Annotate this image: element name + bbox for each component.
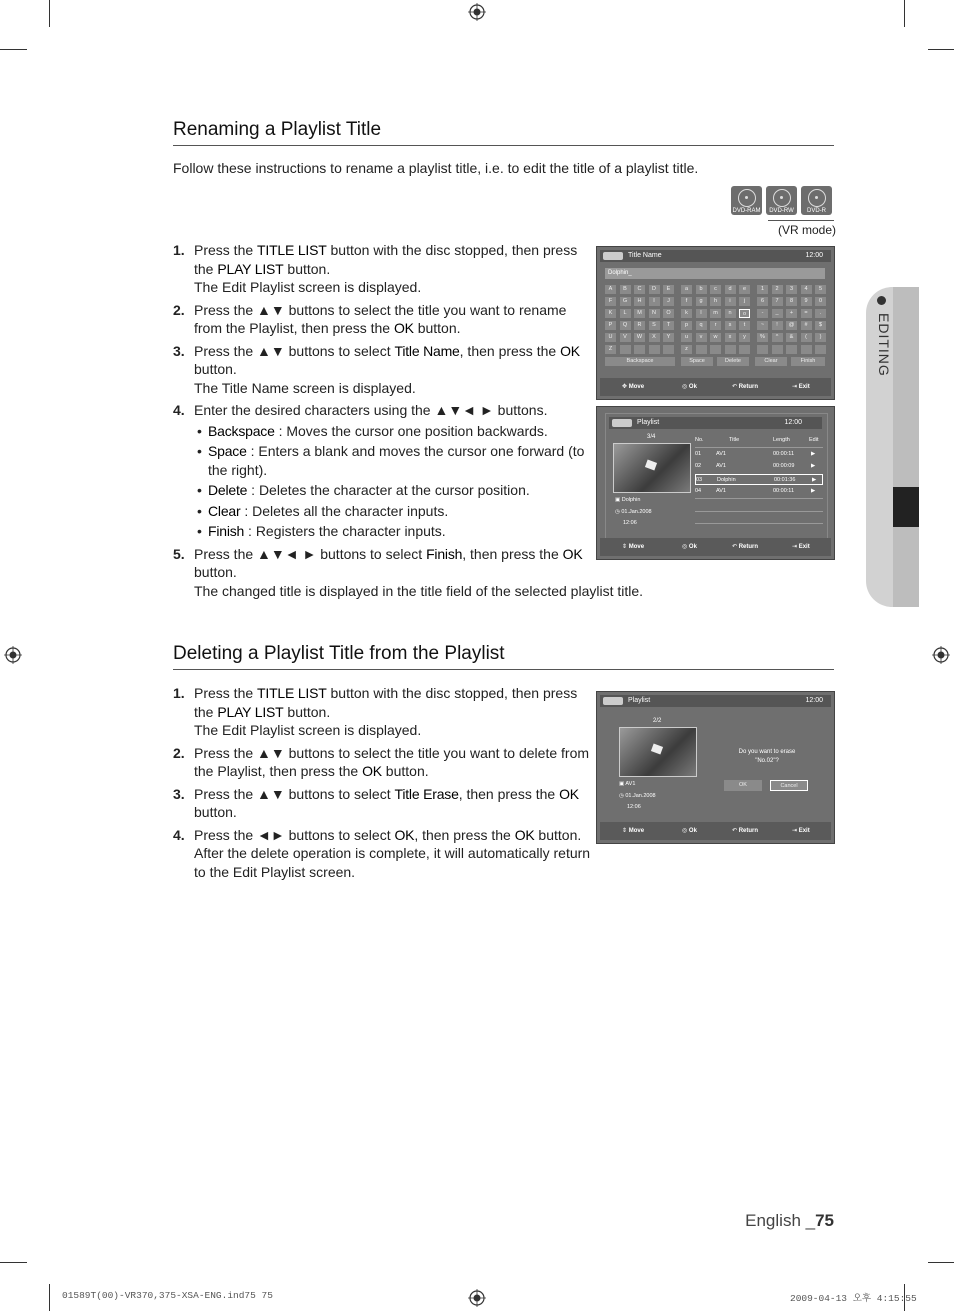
registration-mark-icon [468, 3, 486, 21]
counter: 3/4 [647, 434, 656, 440]
page-number: English _75 [745, 1211, 834, 1230]
char-key[interactable] [757, 345, 768, 354]
char-key[interactable]: _ [772, 309, 783, 318]
char-key[interactable]: ~ [757, 321, 768, 330]
char-key[interactable] [786, 345, 797, 354]
crop-mark [904, 0, 905, 27]
question-line: "No.02"? [755, 758, 779, 764]
char-key[interactable]: c [710, 285, 721, 294]
char-key[interactable] [801, 345, 812, 354]
char-key[interactable]: 8 [786, 297, 797, 306]
char-key[interactable] [620, 345, 631, 354]
char-key[interactable]: H [634, 297, 645, 306]
question-line: Do you want to erase [738, 749, 796, 755]
char-key[interactable]: Y [663, 333, 674, 342]
delete-steps [173, 684, 591, 885]
char-key[interactable]: d [725, 285, 736, 294]
char-key[interactable]: j [739, 297, 750, 306]
return-hint: ↶ Return [732, 828, 759, 834]
char-key[interactable]: & [786, 333, 797, 342]
title-name-field: Dolphin_ [605, 268, 825, 279]
crop-mark [928, 49, 954, 50]
char-key[interactable]: ) [815, 333, 826, 342]
char-key[interactable]: p [681, 321, 692, 330]
delete-key[interactable]: Delete [717, 357, 749, 366]
step-5: 5. Press the ▲▼◄ ► buttons to select Finish, then press the OK button. The changed title is displayed in the title field of the selected playlist title. [173, 545, 644, 599]
screen-title-bar [600, 695, 831, 707]
char-key[interactable]: K [605, 309, 616, 318]
char-key[interactable]: % [757, 333, 768, 342]
ok-button[interactable]: OK [724, 780, 762, 791]
counter: 2/2 [653, 718, 662, 724]
disc-label: DVD-R [807, 208, 826, 214]
section-title-delete: Deleting a Playlist Title from the Playlist [173, 643, 505, 664]
char-key[interactable] [649, 345, 660, 354]
dvd-ram-icon [603, 697, 623, 705]
char-key[interactable]: x [725, 333, 736, 342]
char-key[interactable]: 1 [757, 285, 768, 294]
thumb-time: 12:06 [623, 520, 637, 526]
screen-time: 12:00 [805, 252, 823, 259]
exit-hint: ⇥ Exit [792, 544, 810, 550]
char-key[interactable]: 7 [772, 297, 783, 306]
col-title: Title [729, 437, 740, 443]
char-key[interactable]: h [710, 297, 721, 306]
char-key[interactable]: F [605, 297, 616, 306]
char-key[interactable]: 5 [815, 285, 826, 294]
char-key[interactable]: g [696, 297, 707, 306]
char-key[interactable]: y [739, 333, 750, 342]
char-key[interactable]: w [710, 333, 721, 342]
disc-badges [731, 186, 832, 215]
col-length: Length [773, 437, 790, 443]
char-key[interactable]: S [649, 321, 660, 330]
dvd-r-icon [801, 186, 832, 215]
char-key[interactable]: z [681, 345, 692, 354]
char-key[interactable]: . [815, 309, 826, 318]
char-key[interactable]: P [605, 321, 616, 330]
chapter-side-tab [866, 287, 919, 607]
char-key[interactable]: # [801, 321, 812, 330]
screen-time: 12:00 [805, 697, 823, 704]
table-row[interactable]: 02 AV1 00:00:09 ▶ [695, 463, 816, 469]
char-key[interactable]: ! [772, 321, 783, 330]
exit-hint: ⇥ Exit [792, 828, 810, 834]
step-2: 2. Press the ▲▼ buttons to select the title you want to delete from the Playlist, then press the OK button. [173, 744, 590, 779]
char-key[interactable] [663, 345, 674, 354]
backspace-key[interactable]: Backspace [605, 357, 675, 366]
char-key[interactable]: A [605, 285, 616, 294]
dvd-ram-icon [612, 419, 632, 427]
char-key[interactable]: 3 [786, 285, 797, 294]
ok-hint: ◎ Ok [682, 544, 697, 550]
move-hint: ✥ Move [622, 384, 645, 390]
registration-mark-icon [468, 1289, 486, 1307]
crop-mark [49, 0, 50, 27]
playlist-screen [596, 406, 835, 560]
section-rule [173, 669, 834, 670]
char-key[interactable]: e [739, 285, 750, 294]
char-key[interactable] [696, 345, 707, 354]
char-key[interactable]: n [725, 309, 736, 318]
char-key[interactable]: i [725, 297, 736, 306]
char-key[interactable]: l [696, 309, 707, 318]
step-3: 3. Press the ▲▼ buttons to select Title Name, then press the OK button. The Title Name screen is displayed. [173, 342, 580, 396]
screen-title: Playlist [637, 419, 660, 426]
char-key[interactable]: t [739, 321, 750, 330]
char-key[interactable]: ( [801, 333, 812, 342]
thumb-date: ◷ 01.Jan.2008 [619, 793, 656, 799]
row-rule [695, 511, 823, 512]
char-key[interactable] [739, 345, 750, 354]
row-rule [695, 498, 823, 499]
title-name-screen [596, 246, 835, 400]
char-key[interactable]: O [663, 309, 674, 318]
thumb-date: ◷ 01.Jan.2008 [615, 509, 652, 515]
table-row[interactable]: 04 AV1 00:00:11 ▶ [695, 488, 816, 494]
col-edit: Edit [809, 437, 819, 443]
clear-key[interactable]: Clear [755, 357, 787, 366]
dvd-ram-icon [731, 186, 762, 215]
bullet-icon [877, 296, 886, 305]
screen-time: 12:00 [784, 419, 802, 426]
disc-label: DVD-RAM [732, 208, 761, 214]
char-key[interactable]: N [649, 309, 660, 318]
char-key[interactable] [815, 345, 826, 354]
screen-title-bar [609, 417, 822, 429]
screen-title-bar [600, 250, 831, 262]
step-4: 4. Press the ◄► buttons to select OK, then press the OK button. After the delete operation is complete, it will automatically return to the Edit Playlist screen. [173, 826, 591, 880]
table-row[interactable]: 01 AV1 00:00:11 ▶ [695, 451, 816, 457]
char-key[interactable]: q [696, 321, 707, 330]
char-key[interactable] [772, 345, 783, 354]
char-key[interactable]: v [696, 333, 707, 342]
crop-mark [0, 1262, 27, 1263]
char-key[interactable]: m [710, 309, 721, 318]
disc-label: DVD-RW [769, 208, 794, 214]
step-1: 1. Press the TITLE LIST button with the disc stopped, then press the PLAY LIST button. The Edit Playlist screen is displayed. [173, 242, 578, 295]
registration-mark-icon [4, 646, 22, 664]
char-key[interactable]: a [681, 285, 692, 294]
char-key[interactable]: - [757, 309, 768, 318]
char-key[interactable]: = [801, 309, 812, 318]
print-footer-right: 2009-04-13 오후 4:15:55 [790, 1293, 917, 1304]
char-key[interactable]: u [681, 333, 692, 342]
finish-key[interactable]: Finish [791, 357, 825, 366]
thumbnail-image [613, 443, 691, 493]
crop-mark [0, 49, 27, 50]
col-no: No. [695, 437, 704, 443]
thumb-time: 12:06 [627, 804, 641, 810]
row-rule [695, 523, 823, 524]
return-hint: ↶ Return [732, 544, 759, 550]
char-key[interactable]: f [681, 297, 692, 306]
move-hint: ⇕ Move [622, 544, 645, 550]
space-key[interactable]: Space [681, 357, 713, 366]
erase-question [717, 748, 817, 766]
char-key[interactable]: B [620, 285, 631, 294]
char-key[interactable]: o [739, 309, 750, 318]
thumb-title: ▣ AV1 [619, 781, 636, 787]
screen-footer [600, 822, 831, 840]
char-key[interactable]: s [725, 321, 736, 330]
exit-hint: ⇥ Exit [792, 384, 810, 390]
char-key[interactable]: I [649, 297, 660, 306]
char-key[interactable]: $ [815, 321, 826, 330]
char-key[interactable]: G [620, 297, 631, 306]
char-key[interactable]: ^ [772, 333, 783, 342]
char-key[interactable]: E [663, 285, 674, 294]
registration-mark-icon [932, 646, 950, 664]
crop-mark [49, 1284, 50, 1311]
cancel-button[interactable]: Cancel [770, 780, 808, 791]
screen-title: Playlist [628, 697, 651, 704]
tab-shade [893, 287, 919, 607]
chapter-label: EDITING [876, 313, 892, 377]
char-key[interactable]: J [663, 297, 674, 306]
screen-title: Title Name [628, 252, 662, 259]
move-hint: ⇕ Move [622, 828, 645, 834]
erase-confirm-screen [596, 691, 835, 844]
char-key[interactable]: L [620, 309, 631, 318]
char-key[interactable]: 4 [801, 285, 812, 294]
char-key[interactable]: W [634, 333, 645, 342]
char-key[interactable]: Q [620, 321, 631, 330]
screen-footer [600, 378, 831, 396]
section-rule [173, 145, 834, 146]
char-key[interactable]: 2 [772, 285, 783, 294]
vr-mode-label: (VR mode) [778, 223, 837, 237]
screen-footer [600, 538, 831, 556]
char-key[interactable]: k [681, 309, 692, 318]
thumbnail-image [619, 727, 697, 777]
step-1: 1. Press the TITLE LIST button with the disc stopped, then press the PLAY LIST button. The Edit Playlist screen is displayed. [173, 685, 578, 738]
ok-hint: ◎ Ok [682, 828, 697, 834]
ok-hint: ◎ Ok [682, 384, 697, 390]
char-key[interactable]: X [649, 333, 660, 342]
char-key[interactable]: Z [605, 345, 616, 354]
dvd-ram-icon [603, 252, 623, 260]
step-3: 3. Press the ▲▼ buttons to select Title Erase, then press the OK button. [173, 785, 579, 820]
char-key[interactable]: D [649, 285, 660, 294]
char-key[interactable] [634, 345, 645, 354]
char-key[interactable]: T [663, 321, 674, 330]
char-key[interactable]: b [696, 285, 707, 294]
char-key[interactable]: @ [786, 321, 797, 330]
char-key[interactable]: R [634, 321, 645, 330]
char-key[interactable]: V [620, 333, 631, 342]
thumb-title: ▣ Dolphin [615, 497, 641, 503]
char-key[interactable]: r [710, 321, 721, 330]
tab-marker [893, 487, 919, 527]
char-key[interactable] [725, 345, 736, 354]
section-title-rename: Renaming a Playlist Title [173, 119, 382, 140]
return-hint: ↶ Return [732, 384, 759, 390]
vr-mode-rule [768, 220, 834, 221]
intro-text: Follow these instructions to rename a playlist title, i.e. to edit the title of a playlist title. [173, 160, 699, 176]
print-footer-left: 01589T(00)-VR370,375-XSA-ENG.ind75 75 [62, 1290, 273, 1301]
char-key[interactable]: + [786, 309, 797, 318]
char-key[interactable]: 0 [815, 297, 826, 306]
header-rule [695, 447, 823, 448]
char-key[interactable]: M [634, 309, 645, 318]
char-key[interactable] [710, 345, 721, 354]
char-key[interactable]: C [634, 285, 645, 294]
step-2: 2. Press the ▲▼ buttons to select the title you want to rename from the Playlist, then press the OK button. [173, 301, 567, 336]
char-key[interactable]: 9 [801, 297, 812, 306]
table-row-selected[interactable]: 03 Dolphin 00:01:36 ▶ [695, 474, 823, 485]
dvd-rw-icon [766, 186, 797, 215]
step-4: 4. Enter the desired characters using the ▲▼◄ ► buttons. • Backspace : Moves the cursor one position backwards. • Space : Enters a blank and moves the cursor one forward (to the right). • Delete : Deletes the character at the cursor position. • Clear : Deletes all the character inputs. • Finish : Registers the character inputs. [173, 401, 591, 541]
crop-mark [928, 1262, 954, 1263]
char-key[interactable]: 6 [757, 297, 768, 306]
char-key[interactable]: U [605, 333, 616, 342]
